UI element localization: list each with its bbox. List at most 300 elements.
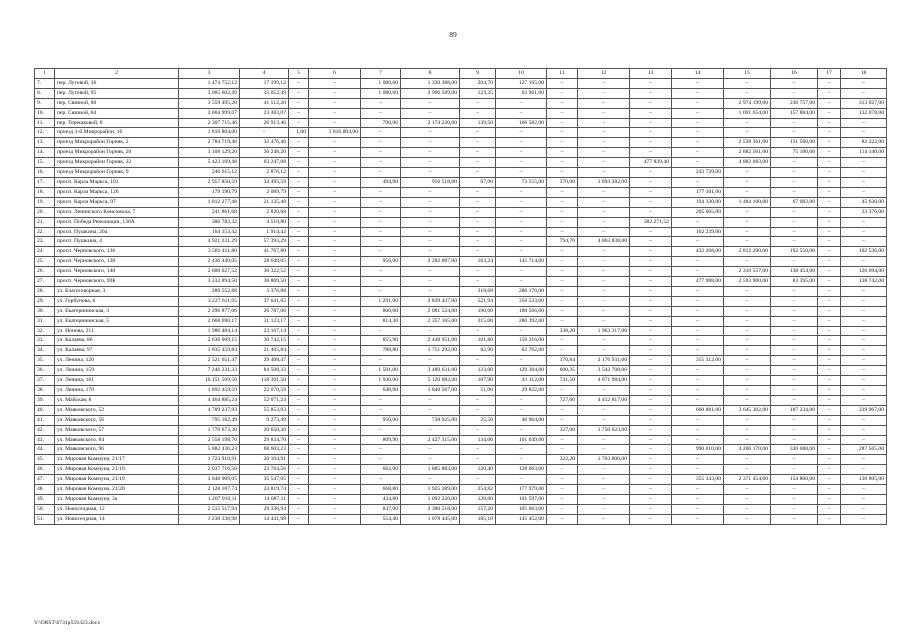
value-cell: – bbox=[818, 197, 841, 207]
value-cell: – bbox=[630, 88, 672, 98]
value-cell: – bbox=[309, 168, 361, 178]
value-cell: 120 694,00 bbox=[841, 267, 887, 277]
value-cell: – bbox=[309, 435, 361, 445]
table-row bbox=[35, 485, 887, 495]
value-cell: 1,00 bbox=[289, 128, 309, 138]
value-cell: – bbox=[771, 504, 818, 514]
value-cell: 3 559 495,20 bbox=[179, 98, 240, 108]
value-cell: – bbox=[578, 247, 630, 257]
value-cell: 133,00 bbox=[460, 366, 496, 376]
row-number-cell: 27. bbox=[35, 277, 55, 287]
address-cell: проезд Микрорайон Горняк, 20 bbox=[55, 148, 179, 158]
value-cell: – bbox=[309, 386, 361, 396]
value-cell: – bbox=[547, 494, 578, 504]
value-cell: 3 005 602,49 bbox=[179, 88, 240, 98]
value-cell: – bbox=[841, 376, 887, 386]
value-cell: – bbox=[309, 514, 361, 524]
value-cell: – bbox=[771, 514, 818, 524]
value-cell: – bbox=[460, 148, 496, 158]
table-row bbox=[35, 118, 887, 128]
table-row bbox=[35, 326, 887, 336]
value-cell: – bbox=[841, 395, 887, 405]
value-cell: 2 974 199,00 bbox=[724, 98, 771, 108]
value-cell: 660 881,00 bbox=[672, 405, 724, 415]
value-cell: 9 273,49 bbox=[240, 415, 289, 425]
value-cell: – bbox=[630, 405, 672, 415]
value-cell: – bbox=[724, 227, 771, 237]
address-cell: просп. Пушкина, 20а bbox=[55, 227, 179, 237]
value-cell: – bbox=[309, 475, 361, 485]
value-cell: – bbox=[672, 118, 724, 128]
value-cell: – bbox=[289, 247, 309, 257]
value-cell: – bbox=[460, 356, 496, 366]
page-number: 89 bbox=[449, 30, 457, 39]
value-cell: 30 322,52 bbox=[240, 267, 289, 277]
value-cell: – bbox=[630, 306, 672, 316]
value-cell: 432 268,00 bbox=[672, 247, 724, 257]
value-cell: – bbox=[289, 356, 309, 366]
value-cell: – bbox=[289, 296, 309, 306]
value-cell: 1 330 388,00 bbox=[401, 78, 460, 88]
value-cell: 4 882 083,00 bbox=[724, 158, 771, 168]
value-cell: 123,35 bbox=[460, 88, 496, 98]
table-row bbox=[35, 395, 887, 405]
value-cell: 2 882 561,00 bbox=[724, 148, 771, 158]
value-cell: – bbox=[724, 415, 771, 425]
value-cell: – bbox=[818, 207, 841, 217]
value-cell: – bbox=[361, 247, 401, 257]
row-number-cell: 47. bbox=[35, 475, 55, 485]
value-cell: – bbox=[401, 168, 460, 178]
row-number-cell: 50. bbox=[35, 504, 55, 514]
value-cell: – bbox=[496, 356, 547, 366]
value-cell: – bbox=[630, 296, 672, 306]
value-cell: 101,80 bbox=[460, 336, 496, 346]
value-cell: 34 495,59 bbox=[240, 177, 289, 187]
value-cell: 2 037 716,56 bbox=[179, 465, 240, 475]
row-number-cell: 19. bbox=[35, 197, 55, 207]
value-cell: – bbox=[630, 108, 672, 118]
value-cell: 21 135,48 bbox=[240, 197, 289, 207]
value-cell: 2 839 437,00 bbox=[401, 296, 460, 306]
address-cell: проезд Микрорайон Горняк, 9 bbox=[55, 168, 179, 178]
address-cell: просп. Черновского, 99Б bbox=[55, 277, 179, 287]
table-row bbox=[35, 197, 887, 207]
value-cell: 1 925 389,00 bbox=[401, 485, 460, 495]
value-cell: – bbox=[289, 455, 309, 465]
table-row bbox=[35, 168, 887, 178]
address-cell: ул. Ионова, 211 bbox=[55, 326, 179, 336]
value-cell: 814,30 bbox=[361, 316, 401, 326]
column-header: 6 bbox=[309, 69, 361, 79]
value-cell: – bbox=[771, 326, 818, 336]
value-cell: – bbox=[289, 257, 309, 267]
value-cell: – bbox=[547, 296, 578, 306]
value-cell: 82 322,00 bbox=[841, 138, 887, 148]
value-cell: 1 080,60 bbox=[361, 78, 401, 88]
value-cell: – bbox=[630, 138, 672, 148]
value-cell: – bbox=[289, 227, 309, 237]
value-cell: – bbox=[672, 465, 724, 475]
value-cell: – bbox=[547, 148, 578, 158]
value-cell: 10 151 569,50 bbox=[179, 376, 240, 386]
value-cell: – bbox=[460, 227, 496, 237]
value-cell: – bbox=[289, 187, 309, 197]
value-cell: – bbox=[630, 425, 672, 435]
column-header: 17 bbox=[818, 69, 841, 79]
value-cell: 154 860,00 bbox=[771, 475, 818, 485]
value-cell: – bbox=[309, 88, 361, 98]
value-cell: 35 547,05 bbox=[240, 475, 289, 485]
value-cell: – bbox=[547, 514, 578, 524]
value-cell: – bbox=[578, 98, 630, 108]
value-cell: – bbox=[578, 465, 630, 475]
value-cell: – bbox=[724, 128, 771, 138]
value-cell: – bbox=[724, 118, 771, 128]
row-number-cell: 26. bbox=[35, 267, 55, 277]
table-row bbox=[35, 78, 887, 88]
value-cell: – bbox=[547, 405, 578, 415]
value-cell: 2 636 009,15 bbox=[179, 336, 240, 346]
value-cell: – bbox=[496, 158, 547, 168]
value-cell: – bbox=[578, 138, 630, 148]
value-cell: – bbox=[309, 207, 361, 217]
value-cell: 494,00 bbox=[361, 177, 401, 187]
value-cell: – bbox=[672, 98, 724, 108]
value-cell: – bbox=[630, 277, 672, 287]
value-cell: – bbox=[496, 395, 547, 405]
value-cell: 190,00 bbox=[460, 306, 496, 316]
value-cell: – bbox=[401, 237, 460, 247]
value-cell: – bbox=[841, 356, 887, 366]
table-row bbox=[35, 267, 887, 277]
value-cell: – bbox=[496, 108, 547, 118]
value-cell: – bbox=[496, 267, 547, 277]
address-cell: ул. Маяковского, 52 bbox=[55, 405, 179, 415]
value-cell: 138 742,00 bbox=[841, 277, 887, 287]
value-cell: – bbox=[771, 376, 818, 386]
value-cell: 101 049,00 bbox=[496, 435, 547, 445]
value-cell: – bbox=[630, 455, 672, 465]
row-number-cell: 43. bbox=[35, 435, 55, 445]
value-cell: 114 140,00 bbox=[841, 148, 887, 158]
value-cell: – bbox=[672, 386, 724, 396]
value-cell: – bbox=[309, 257, 361, 267]
column-header: 16 bbox=[771, 69, 818, 79]
table-row bbox=[35, 148, 887, 158]
value-cell: 2 812 290,00 bbox=[724, 247, 771, 257]
value-cell: – bbox=[289, 267, 309, 277]
value-cell: – bbox=[771, 316, 818, 326]
table-row bbox=[35, 475, 887, 485]
value-cell: 192 550,00 bbox=[771, 247, 818, 257]
value-cell: – bbox=[309, 485, 361, 495]
value-cell: – bbox=[818, 405, 841, 415]
value-cell: – bbox=[289, 425, 309, 435]
value-cell: – bbox=[460, 197, 496, 207]
address-cell: пер. Терешковой, 8 bbox=[55, 118, 179, 128]
row-number-cell: 49. bbox=[35, 494, 55, 504]
value-cell: – bbox=[547, 445, 578, 455]
value-cell: 1 835 459,84 bbox=[179, 346, 240, 356]
value-cell: 313 027,00 bbox=[841, 98, 887, 108]
value-cell: – bbox=[841, 386, 887, 396]
value-cell: 23 764,56 bbox=[240, 465, 289, 475]
value-cell: – bbox=[818, 395, 841, 405]
table-row bbox=[35, 494, 887, 504]
value-cell: – bbox=[547, 247, 578, 257]
value-cell: – bbox=[309, 445, 361, 455]
value-cell: – bbox=[547, 168, 578, 178]
value-cell: – bbox=[818, 98, 841, 108]
value-cell: – bbox=[672, 177, 724, 187]
table-row bbox=[35, 316, 887, 326]
value-cell: – bbox=[547, 78, 578, 88]
value-cell: 2 176 931,00 bbox=[578, 356, 630, 366]
row-number-cell: 17. bbox=[35, 177, 55, 187]
value-cell: 1 092 226,00 bbox=[401, 494, 460, 504]
value-cell: – bbox=[578, 257, 630, 267]
value-cell: 23 383,07 bbox=[240, 108, 289, 118]
value-cell: 2 296 877,06 bbox=[179, 306, 240, 316]
value-cell: – bbox=[240, 128, 289, 138]
value-cell: – bbox=[818, 326, 841, 336]
value-cell: – bbox=[289, 336, 309, 346]
value-cell: – bbox=[630, 376, 672, 386]
value-cell: 370,00 bbox=[547, 177, 578, 187]
value-cell: 1 291,00 bbox=[361, 296, 401, 306]
value-cell: – bbox=[309, 425, 361, 435]
value-cell: – bbox=[309, 366, 361, 376]
value-cell: – bbox=[771, 435, 818, 445]
value-cell: – bbox=[818, 138, 841, 148]
table-row bbox=[35, 158, 887, 168]
row-number-cell: 15. bbox=[35, 158, 55, 168]
address-cell: просп. Ленинского Комсомола, 7 bbox=[55, 207, 179, 217]
row-number-cell: 16. bbox=[35, 168, 55, 178]
value-cell: – bbox=[724, 207, 771, 217]
value-cell: – bbox=[841, 158, 887, 168]
row-number-cell: 39. bbox=[35, 395, 55, 405]
value-cell: – bbox=[401, 286, 460, 296]
value-cell: – bbox=[841, 78, 887, 88]
value-cell: – bbox=[547, 316, 578, 326]
value-cell: – bbox=[401, 108, 460, 118]
value-cell: – bbox=[818, 168, 841, 178]
value-cell: – bbox=[361, 128, 401, 138]
value-cell: – bbox=[630, 346, 672, 356]
address-cell: ул. Ленина, 161 bbox=[55, 376, 179, 386]
value-cell: 17 199,12 bbox=[240, 78, 289, 88]
value-cell: 31 123,17 bbox=[240, 316, 289, 326]
value-cell: 315,00 bbox=[460, 316, 496, 326]
row-number-cell: 40. bbox=[35, 405, 55, 415]
value-cell: 29 822,00 bbox=[496, 386, 547, 396]
value-cell: – bbox=[771, 158, 818, 168]
value-cell: – bbox=[630, 98, 672, 108]
value-cell: – bbox=[672, 296, 724, 306]
value-cell: – bbox=[547, 465, 578, 475]
value-cell: 82,90 bbox=[460, 346, 496, 356]
value-cell: – bbox=[630, 514, 672, 524]
value-cell: – bbox=[547, 197, 578, 207]
table-row bbox=[35, 425, 887, 435]
value-cell: 101 597,00 bbox=[496, 494, 547, 504]
address-cell: просп. Победа Революции, 130А bbox=[55, 217, 179, 227]
value-cell: – bbox=[672, 148, 724, 158]
value-cell: – bbox=[630, 118, 672, 128]
value-cell: 2 436 449,05 bbox=[179, 257, 240, 267]
value-cell: – bbox=[309, 356, 361, 366]
value-cell: 289 552,88 bbox=[179, 286, 240, 296]
value-cell: – bbox=[841, 177, 887, 187]
value-cell: 956,00 bbox=[361, 257, 401, 267]
row-number-cell: 13. bbox=[35, 138, 55, 148]
value-cell: – bbox=[547, 128, 578, 138]
row-number-cell: 41. bbox=[35, 415, 55, 425]
value-cell: – bbox=[578, 197, 630, 207]
address-cell: пер. Связной, 84 bbox=[55, 108, 179, 118]
value-cell: – bbox=[401, 128, 460, 138]
column-header: 3 bbox=[179, 69, 240, 79]
value-cell: 2 820,68 bbox=[240, 207, 289, 217]
value-cell: – bbox=[309, 118, 361, 128]
value-cell: – bbox=[841, 168, 887, 178]
value-cell: – bbox=[578, 88, 630, 98]
value-cell: – bbox=[818, 306, 841, 316]
value-cell: – bbox=[818, 366, 841, 376]
value-cell: – bbox=[818, 257, 841, 267]
value-cell: 106 582,00 bbox=[496, 118, 547, 128]
value-cell: – bbox=[401, 395, 460, 405]
value-cell: – bbox=[401, 207, 460, 217]
file-path-footer: Y:\ORST\0731p559.f23.docx bbox=[34, 620, 100, 626]
value-cell: – bbox=[630, 445, 672, 455]
value-cell: 1 816 804,00 bbox=[179, 128, 240, 138]
value-cell: 727,60 bbox=[547, 395, 578, 405]
value-cell: – bbox=[771, 485, 818, 495]
value-cell: – bbox=[289, 158, 309, 168]
value-cell: – bbox=[460, 475, 496, 485]
table-row bbox=[35, 227, 887, 237]
value-cell: 3 048 009,05 bbox=[179, 475, 240, 485]
value-cell: 4 871 984,00 bbox=[578, 376, 630, 386]
value-cell: 45 630,00 bbox=[841, 197, 887, 207]
value-cell: – bbox=[818, 415, 841, 425]
value-cell: – bbox=[496, 425, 547, 435]
value-cell: – bbox=[496, 227, 547, 237]
value-cell: 230 757,00 bbox=[771, 98, 818, 108]
value-cell: – bbox=[841, 296, 887, 306]
value-cell: – bbox=[841, 257, 887, 267]
value-cell: – bbox=[818, 296, 841, 306]
value-cell: – bbox=[496, 197, 547, 207]
address-cell: ул. Маяковского, 96 bbox=[55, 445, 179, 455]
value-cell: – bbox=[724, 455, 771, 465]
address-cell: просп. Черновского, 140 bbox=[55, 267, 179, 277]
value-cell: 1 207 910,11 bbox=[179, 494, 240, 504]
address-cell: ул. Майская, 8 bbox=[55, 395, 179, 405]
value-cell: – bbox=[289, 485, 309, 495]
value-cell: 84 508,33 bbox=[240, 366, 289, 376]
row-number-cell: 51. bbox=[35, 514, 55, 524]
value-cell: – bbox=[309, 78, 361, 88]
value-cell: – bbox=[361, 98, 401, 108]
value-cell: – bbox=[771, 346, 818, 356]
value-cell: – bbox=[401, 455, 460, 465]
value-cell: – bbox=[818, 148, 841, 158]
value-cell: – bbox=[771, 187, 818, 197]
value-cell: – bbox=[818, 494, 841, 504]
table-row bbox=[35, 306, 887, 316]
value-cell: – bbox=[460, 158, 496, 168]
value-cell: – bbox=[547, 207, 578, 217]
value-cell: – bbox=[361, 277, 401, 287]
row-number-cell: 38. bbox=[35, 386, 55, 396]
data-table bbox=[34, 68, 887, 525]
value-cell: 1 986 484,14 bbox=[179, 326, 240, 336]
value-cell: 2 538 361,00 bbox=[724, 138, 771, 148]
value-cell: 1 812 277,48 bbox=[179, 197, 240, 207]
value-cell: – bbox=[724, 306, 771, 316]
value-cell: 1 703 806,00 bbox=[578, 455, 630, 465]
value-cell: – bbox=[841, 237, 887, 247]
value-cell: – bbox=[361, 405, 401, 415]
value-cell: – bbox=[401, 138, 460, 148]
value-cell: – bbox=[460, 187, 496, 197]
value-cell: – bbox=[771, 455, 818, 465]
value-cell: – bbox=[401, 425, 460, 435]
row-number-cell: 33. bbox=[35, 336, 55, 346]
value-cell: – bbox=[672, 455, 724, 465]
value-cell: – bbox=[460, 445, 496, 455]
table-row bbox=[35, 237, 887, 247]
value-cell: – bbox=[460, 217, 496, 227]
value-cell: 68 603,23 bbox=[240, 445, 289, 455]
value-cell: 1 474 752,12 bbox=[179, 78, 240, 88]
value-cell: – bbox=[818, 177, 841, 187]
table-row bbox=[35, 88, 887, 98]
value-cell: 521,94 bbox=[460, 296, 496, 306]
value-cell: – bbox=[818, 445, 841, 455]
value-cell: – bbox=[309, 376, 361, 386]
value-cell: 2 004 999,07 bbox=[179, 108, 240, 118]
value-cell: – bbox=[841, 435, 887, 445]
address-cell: ул. Новоселдная, 12 bbox=[55, 504, 179, 514]
value-cell: – bbox=[401, 356, 460, 366]
value-cell: – bbox=[818, 108, 841, 118]
value-cell: – bbox=[578, 475, 630, 485]
value-cell: 1 080,60 bbox=[361, 88, 401, 98]
value-cell: 83 395,00 bbox=[771, 277, 818, 287]
table-header-row bbox=[35, 69, 887, 79]
value-cell: – bbox=[630, 257, 672, 267]
value-cell: 132 078,00 bbox=[841, 108, 887, 118]
value-cell: – bbox=[401, 445, 460, 455]
value-cell: – bbox=[841, 326, 887, 336]
value-cell: 32 476,46 bbox=[240, 138, 289, 148]
value-cell: 477 988,00 bbox=[672, 277, 724, 287]
value-cell: 330 088,00 bbox=[771, 445, 818, 455]
value-cell: 4 510,80 bbox=[240, 217, 289, 227]
value-cell: – bbox=[771, 465, 818, 475]
value-cell: – bbox=[672, 257, 724, 267]
value-cell: 129 384,00 bbox=[496, 366, 547, 376]
value-cell: – bbox=[672, 217, 724, 227]
value-cell: – bbox=[672, 286, 724, 296]
value-cell: 370,84 bbox=[547, 356, 578, 366]
value-cell: – bbox=[630, 475, 672, 485]
